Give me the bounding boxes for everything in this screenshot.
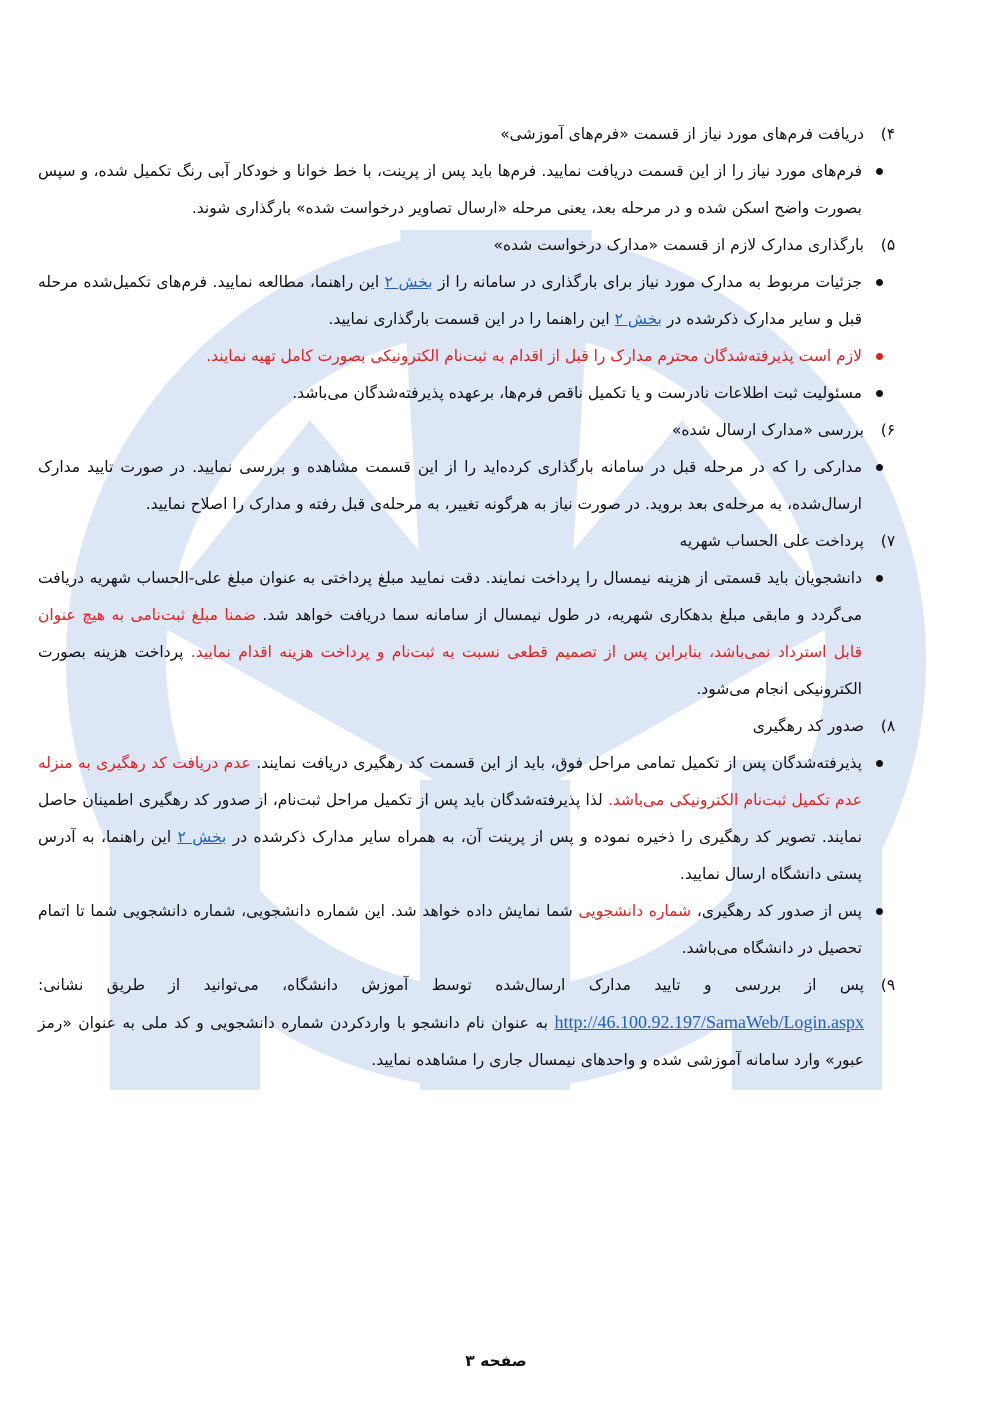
- step-6: [38, 412, 900, 523]
- step-number: ۷): [880, 532, 896, 550]
- bullet-item: جزئیات مربوط به مدارک مورد نیاز برای بارگذاری در سامانه را از بخش ۲ این راهنما، مطالعه نمایید. فرم‌های تکمیل‌شده مرحله قبل و سایر مدارک ذکرشده در بخش ۲ این راهنما را در این قسمت بارگذاری نمایید.: [38, 264, 900, 338]
- section-2-link[interactable]: بخش ۲: [614, 310, 662, 328]
- step-5: [38, 227, 900, 412]
- step-title: بارگذاری مدارک لازم از قسمت «مدارک درخواست شده»: [493, 236, 864, 254]
- step-title: پرداخت علی الحساب شهریه: [679, 532, 864, 550]
- sama-login-url[interactable]: http://46.100.92.197/SamaWeb/Login.aspx: [554, 1012, 864, 1032]
- step-number: ۵): [880, 236, 896, 254]
- bullet-item: پذیرفته‌شدگان پس از تکمیل تمامی مراحل فوق، باید از این قسمت کد رهگیری دریافت نمایند. عدم دریافت کد رهگیری به منزله عدم تکمیل ثبت‌نام الکترونیکی می‌باشد. لذا پذیرفته‌شدگان باید پس از تکمیل مراحل ثبت‌نام، از صدور کد رهگیری اطمینان حاصل نمایند. تصویر کد رهگیری را ذخیره نموده و پس از پرینت آن، به همراه سایر مدارک ذکرشده در بخش ۲ این راهنما، به آدرس پستی دانشگاه ارسال نمایید.: [38, 745, 900, 893]
- tracking-code-warning: عدم دریافت کد رهگیری به منزله عدم تکمیل ثبت‌نام الکترونیکی می‌باشد.: [38, 754, 862, 809]
- step-title: صدور کد رهگیری: [752, 717, 864, 735]
- bullet-item: دانشجویان باید قسمتی از هزینه نیمسال را پرداخت نمایند. دقت نمایید مبلغ پرداختی به عنوان مبلغ علی-الحساب شهریه دریافت می‌گردد و مابقی مبلغ بدهکاری شهریه، در طول نیمسال از سامانه سما دریافت خواهد شد. ضمنا مبلغ ثبت‌نامی به هیچ عنوان قابل استرداد نمی‌باشد، بنابراین پس از تصمیم قطعی نسبت به ثبت‌نام و پرداخت هزینه اقدام نمایید. پرداخت هزینه بصورت الکترونیکی انجام می‌شود.: [38, 560, 900, 708]
- section-2-link[interactable]: بخش ۲: [384, 273, 433, 291]
- step-title: دریافت فرم‌های مورد نیاز از قسمت «فرم‌های آموزشی»: [500, 125, 864, 143]
- step-7: [38, 523, 900, 708]
- bullet-item: پس از صدور کد رهگیری، شماره دانشجویی شما نمایش داده خواهد شد. این شماره دانشجویی، شماره دانشجویی شما تا اتمام تحصیل در دانشگاه می‌باشد.: [38, 893, 900, 967]
- step-title: بررسی «مدارک ارسال شده»: [671, 421, 864, 439]
- step-4: [38, 116, 900, 227]
- step-number: ۸): [880, 717, 896, 735]
- bullet-item: فرم‌های مورد نیاز را از این قسمت دریافت نمایید. فرم‌ها باید پس از پرینت، با خط خوانا و خودکار آبی رنگ تکمیل شده، و سپس بصورت واضح اسکن شده و در مرحله بعد، یعنی مرحله «ارسال تصاویر درخواست شده» بارگذاری شوند.: [38, 153, 900, 227]
- step-number: ۴): [880, 125, 896, 143]
- student-number-highlight: شماره دانشجویی: [578, 902, 692, 920]
- step-number: ۶): [880, 421, 896, 439]
- refund-warning: ضمنا مبلغ ثبت‌نامی به هیچ عنوان قابل استرداد نمی‌باشد، بنابراین پس از تصمیم قطعی نسبت به ثبت‌نام و پرداخت هزینه اقدام نمایید.: [38, 606, 862, 661]
- guide-content: [38, 116, 900, 1079]
- step-8: [38, 708, 900, 967]
- step-number: ۹): [880, 976, 896, 994]
- page-number: صفحه ۳: [465, 1352, 527, 1370]
- bullet-item-warning: لازم است پذیرفته‌شدگان محترم مدارک را قبل از اقدام به ثبت‌نام الکترونیکی بصورت کامل تهیه نمایند.: [38, 338, 900, 375]
- step-9: ۹) پس از بررسی و تایید مدارک ارسال‌شده توسط آموزش دانشگاه، می‌توانید از طریق نشانی: http://46.100.92.197/SamaWeb/Login.aspx به عنوان نام دانشجو با واردکردن شماره دانشجویی و کد ملی به عنوان «رمز عبور» وارد سامانه آموزشی شده و واحدهای نیمسال جاری را مشاهده نمایید.: [38, 967, 900, 1079]
- bullet-item: مدارکی را که در مرحله قبل در سامانه بارگذاری کرده‌اید را از این قسمت مشاهده و بررسی نمایید. در صورت تایید مدارک ارسال‌شده، به مرحله‌ی بعد بروید. در صورت نیاز به هرگونه تغییر، به مرحله‌ی قبل رفته و مدارک را اصلاح نمایید.: [38, 449, 900, 523]
- bullet-item: مسئولیت ثبت اطلاعات نادرست و یا تکمیل ناقص فرم‌ها، برعهده پذیرفته‌شدگان می‌باشد.: [38, 375, 900, 412]
- section-2-link[interactable]: بخش ۲: [177, 828, 227, 846]
